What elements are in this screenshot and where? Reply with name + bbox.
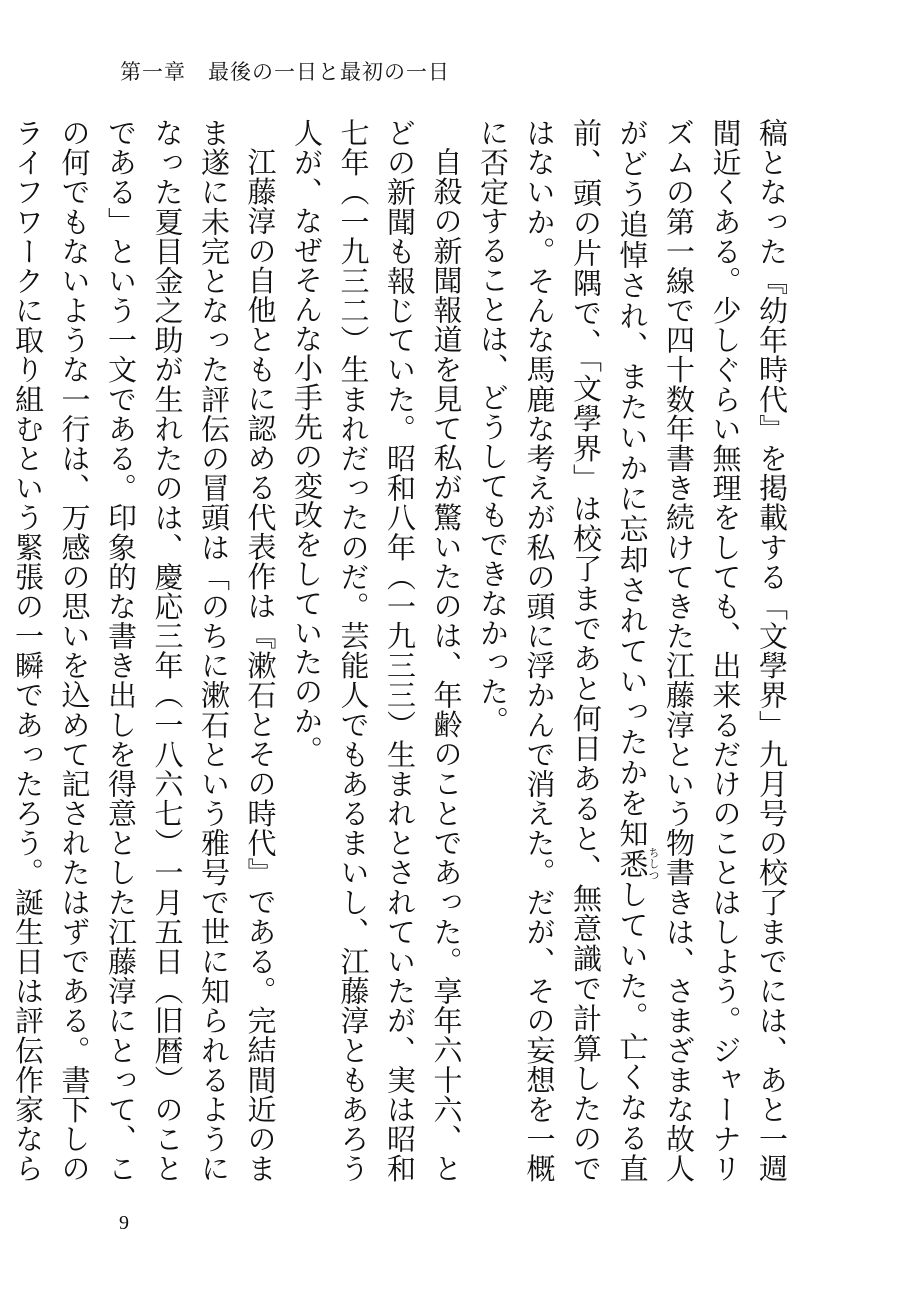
- chapter-title: 最後の一日と最初の一日: [208, 60, 450, 84]
- chapter-label: 第一章: [120, 60, 186, 84]
- page-number: 9: [119, 1212, 129, 1234]
- body-text: [11, 118, 795, 1183]
- paragraph-3: 江藤淳の自他ともに認める代表作は『漱石とその時代』である。完結間近のまま遂に未完となった評伝の冒頭は「のちに漱石という雅号で世に知られるようになった夏目金之助が生れたのは、慶応三年（一八六七）一月五日（旧暦）のことである」という一文である。印象的な書き出しを得意とした江藤淳にとって、この何でもないような一行は、万感の思いを込めて記されたはずである。書下しのライフワークに取り組むという緊張の一瞬であったろう。誕生日は評伝作家なら: [11, 118, 278, 1183]
- paragraph-1: [470, 118, 796, 1183]
- ruby-text: ちしつ: [647, 846, 660, 881]
- running-head: [120, 56, 450, 86]
- paragraph-1-part-1: 稿となった『幼年時代』を掲載する「文學界」九月号の校了までには、あと一週間近くある。少しぐらい無理をしても、出来るだけのことはしよう。ジャーナリズムの第一線で四十数年書き続けてきた江藤淳という物書きは、さまざまな故人がどう追悼され、またいかに忘却されていったかを知: [615, 118, 789, 1183]
- furigana-ruby: [615, 846, 660, 881]
- paragraph-1-part-2: していた。亡くなる直前、頭の片隅で、「文學界」は校了まであと何日あると、無意識で計算したのではないか。そんな馬鹿な考えが私の頭に浮かんで消えた。だが、その妄想を一概に否定することは、どうしてもできなかった。: [476, 118, 650, 1183]
- paragraph-2: 自殺の新聞報道を見て私が驚いたのは、年齢のことであった。享年六十六、とどの新聞も報じていた。昭和八年（一九三三）生まれとされていたが、実は昭和七年（一九三二）生まれだったのだ。芸能人でもあるまいし、江藤淳ともあろう人が、なぜそんな小手先の変改をしていたのか。: [290, 118, 464, 1183]
- ruby-base: 悉: [615, 846, 650, 881]
